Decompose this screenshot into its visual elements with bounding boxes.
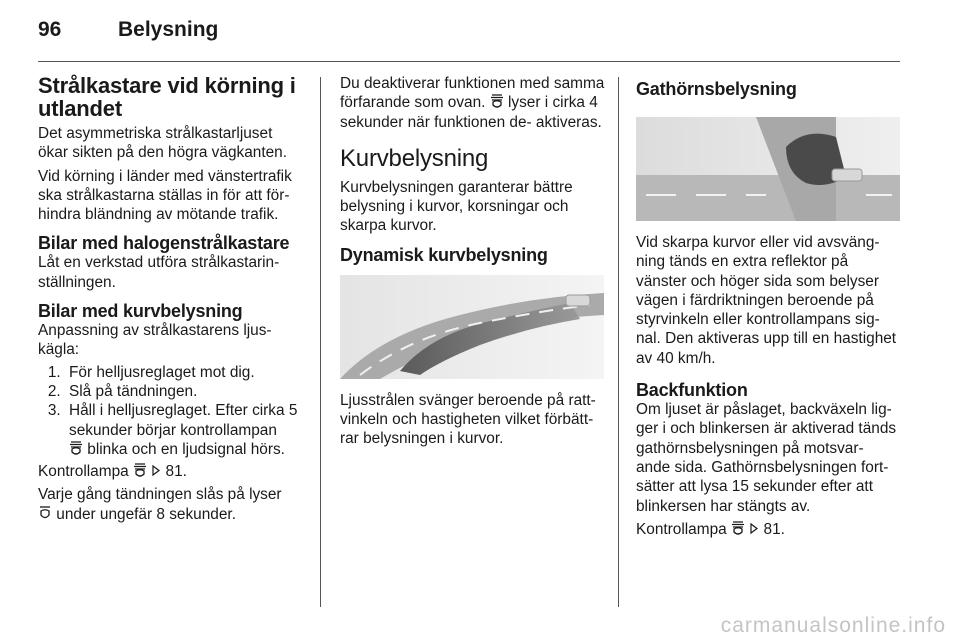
section-heading-curve-lighting: Kurvbelysning <box>340 144 489 172</box>
column-1 <box>38 74 304 528</box>
header-rule <box>38 61 900 62</box>
watermark: carmanualsonline.info <box>720 614 946 637</box>
section-heading-abroad: Strålkastare vid körning i utlandet <box>38 73 296 121</box>
list-item: 2. Slå på tändningen. <box>65 382 304 401</box>
column-3 <box>636 74 902 543</box>
headlight-lamp-icon <box>490 94 504 109</box>
paragraph-text: under ungefär 8 sekunder. <box>56 505 236 523</box>
headlight-lamp-icon <box>731 521 745 536</box>
paragraph-text: Varje gång tändningen slås på lyser <box>38 486 282 504</box>
column-divider-left <box>320 77 321 607</box>
control-lamp-line <box>636 520 902 539</box>
paragraph: Kurvbelysningen garanterar bättre belysning i kurvor, korsningar och skarpa kurvor. <box>340 178 573 235</box>
page-title: Belysning <box>118 18 219 41</box>
step-text: Håll i helljusreglaget. Efter cirka 5 sekunder börjar kontrollampan <box>69 402 298 439</box>
headlight-lamp-icon <box>69 441 83 456</box>
page-reference: 81. <box>763 520 785 538</box>
subheading-dynamic: Dynamisk kurvbelysning <box>340 244 548 265</box>
step-text: blinka och en ljudsignal hörs. <box>87 440 285 458</box>
control-lamp-label: Kontrollampa <box>38 463 129 481</box>
paragraph: Anpassning av strålkastarens ljus- kägla: <box>38 322 272 359</box>
control-lamp-line <box>38 462 304 481</box>
page-reference-arrow-icon <box>749 521 759 536</box>
paragraph <box>38 485 304 524</box>
paragraph: Det asymmetriska strålkastarljuset ökar sikten på den högra vägkanten. <box>38 125 287 162</box>
paragraph <box>340 74 606 132</box>
steps-list <box>38 363 304 459</box>
paragraph: Vid körning i länder med vänstertrafik ska strålkastarna ställas in för att för- hindra bländning av mötande trafik. <box>38 167 292 224</box>
control-lamp-label: Kontrollampa <box>636 520 727 538</box>
dynamic-curve-illustration <box>340 275 604 379</box>
paragraph-text: lyser i cirka 4 sekunder när funktionen de- aktiveras. <box>340 94 602 131</box>
subheading-curve-lighting: Bilar med kurvbelysning <box>38 301 243 322</box>
paragraph: Om ljuset är påslaget, backväxeln lig- ger i och blinkersen är aktiverad tänds gathörnsbelysningen på motsvar- ande sida. Gathörnsbelysningen fort- sätter att lysa 15 sekunder efter att blinkersen har stängts av. <box>636 401 897 515</box>
column-divider-right <box>618 77 619 607</box>
subheading-halogen: Bilar med halogenstrålkastare <box>38 233 290 254</box>
paragraph-text: Du deaktiverar funktionen med samma förfarande som ovan. <box>340 75 605 112</box>
list-item: 1. För helljusreglaget mot dig. <box>65 363 304 382</box>
column-2 <box>340 74 606 453</box>
paragraph: Låt en verkstad utföra strålkastarin- ställningen. <box>38 254 280 291</box>
subheading-cornering-light: Gathörnsbelysning <box>636 79 797 99</box>
page-reference-arrow-icon <box>151 463 161 478</box>
paragraph: Vid skarpa kurvor eller vid avsväng- ning tänds en extra reflektor på vänster och höger sida som belyser vägen i färdriktningen beroende på styrvinkeln eller kontrollampans sig- nal. Den aktiveras upp till en hastighet av 40 km/h. <box>636 234 897 367</box>
list-item <box>65 401 304 459</box>
cornering-light-illustration <box>636 117 900 221</box>
figure-caption: Ljusstrålen svänger beroende på ratt- vinkeln och hastigheten vilket förbätt- rar belysningen i kurvor. <box>340 391 596 448</box>
page-number: 96 <box>38 18 62 41</box>
headlight-lamp-icon <box>133 463 147 478</box>
page-reference: 81. <box>165 463 187 481</box>
headlight-lamp-icon <box>38 506 52 521</box>
subheading-reverse-function: Backfunktion <box>636 380 748 401</box>
